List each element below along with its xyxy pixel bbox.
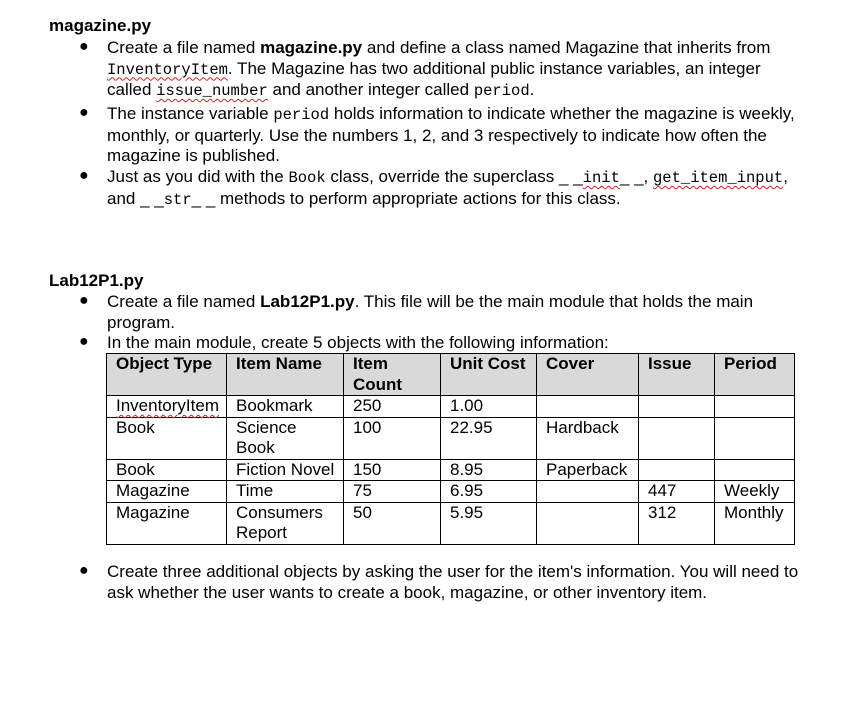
code-init: init	[582, 169, 620, 187]
cell-item-count: 75	[344, 481, 441, 503]
cell-issue	[639, 459, 715, 481]
table-row	[107, 502, 795, 544]
filename: magazine.py	[260, 38, 363, 57]
cell-item-count: 100	[344, 417, 441, 459]
cell-cover: Paperback	[537, 459, 639, 481]
table-row	[107, 481, 795, 503]
code-period: period	[473, 82, 530, 100]
table-row	[107, 459, 795, 481]
text: and define a class named Magazine that inherits from	[362, 38, 771, 57]
text: class, override the superclass _ _	[325, 167, 583, 186]
cell-unit-cost: 22.95	[441, 417, 537, 459]
text: and another integer called	[267, 80, 474, 99]
cell-cover	[537, 502, 639, 544]
text: , and _ _	[107, 167, 788, 208]
text: . This file will be the main module that holds the main program.	[107, 292, 754, 332]
section-heading-lab12p1: Lab12P1.py	[49, 271, 144, 290]
text: _ _ methods to perform appropriate actions for this class.	[191, 188, 621, 208]
header-cover: Cover	[537, 354, 639, 396]
cell-cover	[537, 396, 639, 418]
filename: Lab12P1.py	[260, 292, 355, 311]
cell-cover: Hardback	[537, 417, 639, 459]
bullet-text: Create three additional objects by asking the user for the item's information. You will need to ask whether the user wants to create a book, magazine, or other inventory item.	[107, 562, 799, 602]
cell-item-name: Science Book	[227, 417, 344, 459]
table-row	[107, 417, 795, 459]
cell-period	[715, 417, 795, 459]
cell-object-type: Book	[107, 417, 227, 459]
bullet-text	[107, 104, 803, 167]
cell-period: Monthly	[715, 502, 795, 544]
table-row	[107, 396, 795, 418]
cell-unit-cost: 8.95	[441, 459, 537, 481]
bullet-icon: ●	[79, 167, 89, 184]
cell-item-name: Time	[227, 481, 344, 503]
section-heading-magazine: magazine.py	[49, 16, 152, 35]
bullet-text: In the main module, create 5 objects with the following information:	[107, 333, 609, 352]
cell-period	[715, 396, 795, 418]
table-header-row	[107, 354, 795, 396]
bullet-icon: ●	[79, 38, 89, 55]
text: _ _,	[619, 167, 653, 186]
header-unit-cost: Unit Cost	[441, 354, 537, 396]
code-get-item-input: get_item_input	[652, 169, 784, 187]
text: The instance variable	[107, 104, 274, 123]
header-item-count: Item Count	[344, 354, 441, 396]
header-item-name: Item Name	[227, 354, 344, 396]
cell-issue	[639, 396, 715, 418]
cell-object-type: Magazine	[107, 481, 227, 503]
cell-item-name: Bookmark	[227, 396, 344, 418]
code-book: Book	[288, 169, 326, 187]
header-period: Period	[715, 354, 795, 396]
cell-item-count: 150	[344, 459, 441, 481]
cell-unit-cost: 1.00	[441, 396, 537, 418]
bullet-text	[107, 38, 803, 102]
cell-period: Weekly	[715, 481, 795, 503]
cell-object-type	[107, 396, 227, 418]
bullet-text	[107, 292, 803, 333]
text: Create a file named	[107, 38, 261, 57]
text: Create a file named	[107, 292, 261, 311]
text: . The Magazine has two additional public instance variables, an integer called	[107, 58, 761, 99]
text: .	[529, 80, 535, 99]
text: Just as you did with the	[107, 167, 289, 186]
bullet-icon: ●	[79, 562, 89, 579]
code-period: period	[273, 106, 330, 124]
cell-issue	[639, 417, 715, 459]
bullet-text	[107, 167, 803, 210]
cell-item-count: 50	[344, 502, 441, 544]
bullet-icon: ●	[79, 292, 89, 309]
cell-unit-cost: 6.95	[441, 481, 537, 503]
cell-issue: 312	[639, 502, 715, 544]
text: holds information to indicate whether the magazine is weekly, monthly, or quarterly. Use the numbers 1, 2, and 3 respectively to indicate how often the magazine is published.	[107, 104, 795, 165]
cell-item-name: Consumers Report	[227, 502, 344, 544]
cell-unit-cost: 5.95	[441, 502, 537, 544]
code-inventoryitem: InventoryItem	[107, 60, 228, 79]
cell-cover	[537, 481, 639, 503]
header-issue: Issue	[639, 354, 715, 396]
cell-item-name: Fiction Novel	[227, 459, 344, 481]
cell-object-type: Magazine	[107, 502, 227, 544]
bullet-icon: ●	[79, 104, 89, 121]
cell-period	[715, 459, 795, 481]
header-object-type: Object Type	[107, 354, 227, 396]
code-issue-number: issue_number	[156, 82, 268, 100]
cell-object-type: Book	[107, 459, 227, 481]
cell-issue: 447	[639, 481, 715, 503]
cell-text: InventoryItem	[116, 396, 219, 415]
code-str: str	[163, 190, 192, 209]
objects-table	[106, 353, 795, 545]
cell-item-count: 250	[344, 396, 441, 418]
bullet-icon: ●	[79, 333, 89, 350]
